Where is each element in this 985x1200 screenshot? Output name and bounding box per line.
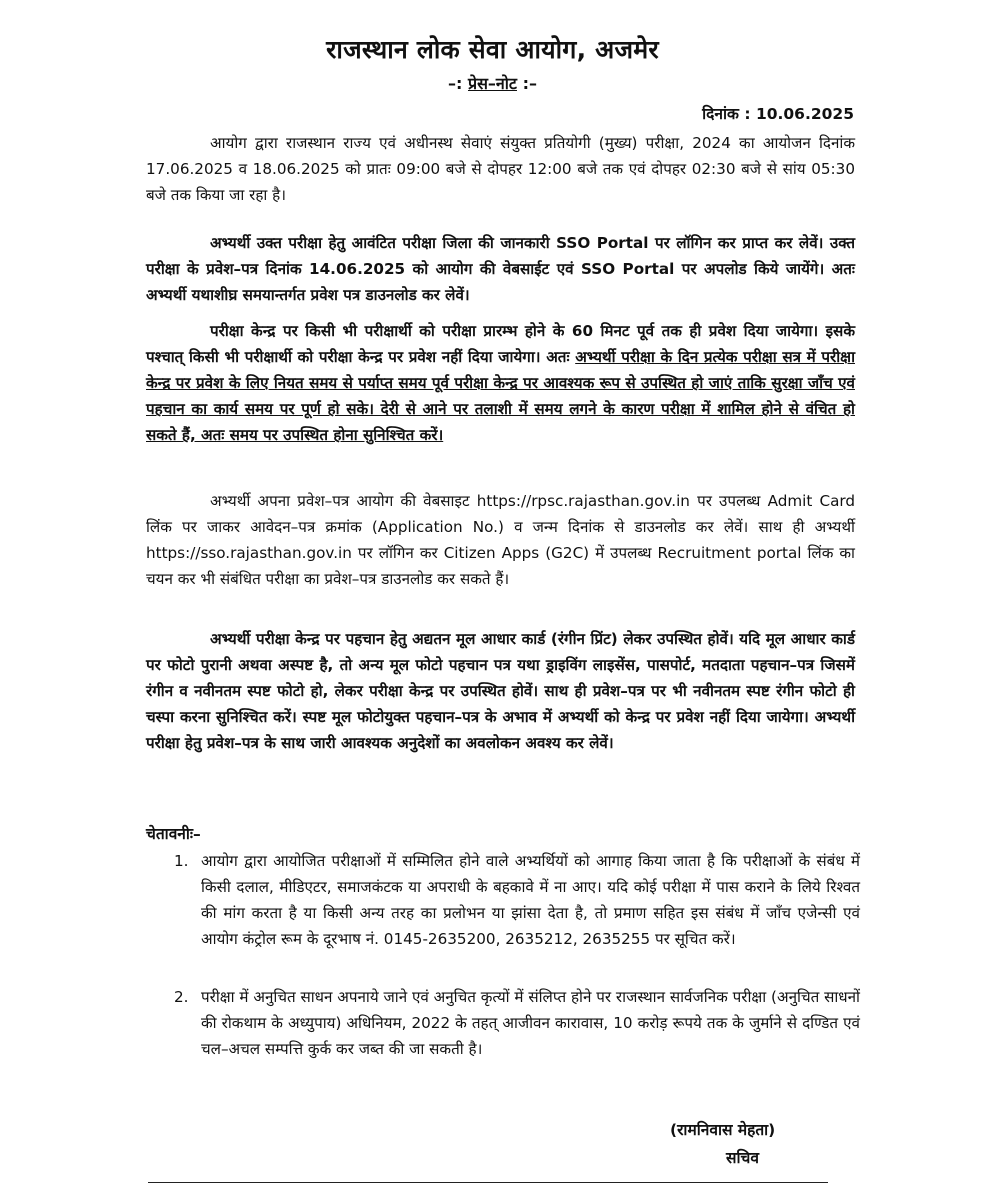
paragraph-admit-card: अभ्यर्थी अपना प्रवेश–पत्र आयोग की वेबसाइट https://rpsc.rajasthan.gov.in पर उपलब्ध Admit Card लिंक पर जाकर आवेदन–पत्र क्रमांक (Application No.) व जन्म दिनांक से डाउनलोड कर लेवें। साथ ही अभ्यर्थी https://sso.rajasthan.gov.in पर लॉगिन कर Citizen Apps (G2C) में उपलब्ध Recruitment portal लिंक का चयन कर भी संबंधित परीक्षा का प्रवेश–पत्र डाउनलोड कर सकते हैं। <box>146 492 855 588</box>
warning-item-text: परीक्षा में अनुचित साधन अपनाये जाने एवं अनुचित कृत्यों में संलिप्त होने पर राजस्थान सार्वजनिक परीक्षा (अनुचित साधनों की रोकथाम के अध्युपाय) अधिनियम, 2022 के तहत् आजीवन कारावास, 10 करोड़ रूपये तक के जुर्माने से दण्डित एवं चल–अचल सम्पत्ति कुर्क कर जब्त की जा सकती है। <box>201 988 860 1058</box>
warning-heading: चेतावनीः– <box>146 825 201 843</box>
warning-item-number: 2. <box>174 988 189 1006</box>
signatory-designation: सचिव <box>726 1149 759 1167</box>
warning-item <box>174 984 860 1062</box>
warning-item-text: आयोग द्वारा आयोजित परीक्षाओं में सम्मिलित होने वाले अभ्यर्थियों को आगाह किया जाता है कि परीक्षाओं के संबंध में किसी दलाल, मीडिएटर, समाजकंटक या अपराधी के बहकावे में ना आए। यदि कोई परीक्षा में पास कराने के लिये रिश्वत की मांग करता है या किसी अन्य तरह का प्रलोभन या झांसा देता है, तो प्रमाण सहित इस संबंध में जाँच एजेन्सी एवं आयोग कंट्रोल रूम के दूरभाष नं. 0145-2635200, 2635212, 2635255 पर सूचित करें। <box>201 852 860 948</box>
subtitle-prefix: –: <box>448 74 468 93</box>
paragraph-identity-proof: अभ्यर्थी परीक्षा केन्द्र पर पहचान हेतु अद्यतन मूल आधार कार्ड (रंगीन प्रिंट) लेकर उपस्थित होवें। यदि मूल आधार कार्ड पर फोटो पुरानी अथवा अस्पष्ट है, तो अन्य मूल फोटो पहचान पत्र यथा ड्राइविंग लाइसेंस, पासपोर्ट, मतदाता पहचान–पत्र जिसमें रंगीन व नवीनतम स्पष्ट फोटो हो, लेकर परीक्षा केन्द्र पर उपस्थित होवें। साथ ही प्रवेश–पत्र पर भी नवीनतम स्पष्ट रंगीन फोटो ही चस्पा करना सुनिश्चित करें। स्पष्ट मूल फोटोयुक्त पहचान–पत्र के अभाव में अभ्यर्थी को केन्द्र पर प्रवेश नहीं दिया जायेगा। अभ्यर्थी परीक्षा हेतु प्रवेश–पत्र के साथ जारी आवश्यक अनुदेशों का अवलोकन अवश्य कर लेवें। <box>146 630 855 752</box>
page-title: राजस्थान लोक सेवा आयोग, अजमेर <box>326 35 659 64</box>
warning-item-number: 1. <box>174 852 189 870</box>
press-note-heading <box>0 72 985 94</box>
date-label: दिनांक : <box>702 105 751 123</box>
bottom-divider <box>148 1182 828 1183</box>
paragraph-exam-district: अभ्यर्थी उक्त परीक्षा हेतु आवंटित परीक्षा जिला की जानकारी SSO Portal पर लॉगिन कर प्राप्त कर लेवें। उक्त परीक्षा के प्रवेश–पत्र दिनांक 14.06.2025 को आयोग की वेबसाईट एवं SSO Portal पर अपलोड किये जायेंगे। अतः अभ्यर्थी यथाशीघ्र समयान्तर्गत प्रवेश पत्र डाउनलोड कर लेवें। <box>146 234 855 304</box>
subtitle-suffix: :– <box>517 74 537 93</box>
date-value: 10.06.2025 <box>755 105 854 123</box>
entry-timing-text: परीक्षा केन्द्र पर किसी भी परीक्षार्थी को परीक्षा प्रारम्भ होने के 60 मिनट पूर्व तक ही प्रवेश दिया जायेगा। इसके पश्चात् किसी भी परीक्षार्थी को परीक्षा केन्द्र पर प्रवेश नहीं दिया जायेगा। अतः <box>146 322 855 366</box>
paragraph-exam-schedule: आयोग द्वारा राजस्थान राज्य एवं अधीनस्थ सेवाएं संयुक्त प्रतियोगी (मुख्य) परीक्षा, 2024 का आयोजन दिनांक 17.06.2025 व 18.06.2025 को प्रातः 09:00 बजे से दोपहर 12:00 बजे तक एवं दोपहर 02:30 बजे से सांय 05:30 बजे तक किया जा रहा है। <box>146 134 855 204</box>
warning-item <box>174 848 860 952</box>
entry-timing-underlined: अभ्यर्थी परीक्षा के दिन प्रत्येक परीक्षा सत्र में परीक्षा केन्द्र पर प्रवेश के लिए नियत समय से पर्याप्त समय पूर्व परीक्षा केन्द्र पर आवश्यक रूप से उपस्थित हो जाएं ताकि सुरक्षा जाँच एवं पहचान का कार्य समय पर पूर्ण हो सके। देरी से आने पर तलाशी में समय लगने के कारण परीक्षा में शामिल होने से वंचित हो सकते हैं, अतः समय पर उपस्थित होना सुनिश्चित करें। <box>146 348 855 444</box>
issue-date <box>702 102 854 124</box>
signatory-name: (रामनिवास मेहता) <box>670 1121 776 1139</box>
paragraph-entry-timing <box>146 318 855 448</box>
subtitle-main: प्रेस–नोट <box>467 74 517 93</box>
